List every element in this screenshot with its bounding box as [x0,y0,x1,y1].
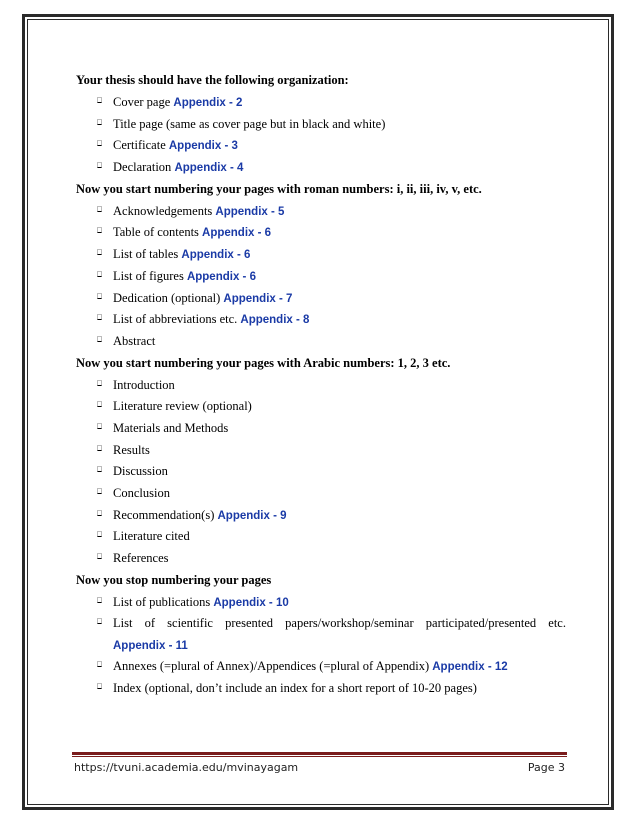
item-text: Literature review (optional) [113,399,252,414]
item-word: papers/workshop/seminar [285,616,414,631]
appendix-reference: Appendix - 7 [223,292,293,305]
item-text: Discussion [113,464,168,479]
list-item [76,94,566,116]
list-item [76,377,566,399]
item-text: Table of contents [113,225,199,240]
list-item [76,420,566,442]
item-text: Title page (same as cover page but in black and white) [113,116,386,131]
bullet-icon [97,683,102,689]
list-item [76,550,566,572]
item-text: Declaration [113,160,172,175]
item-text: List of tables [113,247,179,262]
bullet-icon [97,162,102,168]
bullet-icon [97,553,102,559]
item-text: Cover page [113,95,171,109]
list-item [76,507,566,529]
bullet-icon [97,119,102,125]
bullet-icon [97,401,102,407]
bullet-icon [97,206,102,212]
bullet-icon [97,336,102,342]
item-text: Materials and Methods [113,420,229,435]
item-text: Dedication (optional) [113,290,221,305]
page-footer [74,761,565,774]
footer-rule-thick [72,752,567,755]
list-item [76,224,566,246]
bullet-icon [97,227,102,233]
list-item [76,594,566,616]
item-text: References [113,551,169,566]
bullet-icon [97,314,102,320]
bullet-icon [97,597,102,603]
appendix-reference: Appendix - 8 [240,314,310,327]
list-item [76,246,566,268]
appendix-reference: Appendix - 5 [215,205,285,218]
item-word: participated/presented [425,616,537,631]
section-heading: Your thesis should have the following organization: [76,73,349,87]
list-item [76,311,566,333]
section-heading: Now you stop numbering your pages [76,572,272,587]
list-item [76,159,566,181]
list-item [76,268,566,290]
list-item [76,137,566,159]
item-word: List [113,616,133,631]
item-text: Index (optional, don’t include an index for a short report of 10-20 pages) [113,681,477,696]
bullet-icon [97,249,102,255]
page-number: Page 3 [527,761,565,774]
item-word: presented [225,616,274,631]
bullet-icon [97,423,102,429]
item-text: Introduction [113,377,175,392]
appendix-reference: Appendix - 6 [202,227,272,240]
appendix-reference: Appendix - 9 [217,509,287,522]
item-text: Abstract [113,333,156,348]
item-text: List of figures [113,268,184,283]
list-item [76,615,566,658]
bullet-icon [97,510,102,516]
section-heading: Now you start numbering your pages with Arabic numbers: 1, 2, 3 etc. [76,355,451,370]
item-text: Annexes (=plural of Annex)/Appendices (=plural of Appendix) [113,659,430,674]
appendix-reference: Appendix - 6 [181,249,251,262]
appendix-reference: Appendix - 12 [432,661,508,674]
item-text: Literature cited [113,529,190,544]
item-text: Conclusion [113,486,170,500]
bullet-icon [97,531,102,537]
list-item [76,203,566,225]
list-item [76,528,566,550]
item-word: of [144,616,156,631]
item-word: scientific [167,616,213,631]
list-item [76,398,566,420]
item-text: List of abbreviations etc. [113,312,238,327]
footer-rule-thin [72,756,567,757]
appendix-reference: Appendix - 2 [173,97,243,109]
appendix-reference: Appendix - 3 [168,140,238,153]
bullet-icon [97,445,102,451]
list-item [76,485,566,507]
section-heading: Now you start numbering your pages with roman numbers: i, ii, iii, iv, v, etc. [76,181,482,196]
bullet-icon [97,140,102,146]
list-item [76,680,566,702]
list-item [76,658,566,680]
appendix-reference: Appendix - 11 [113,640,188,653]
bullet-icon [97,661,102,667]
bullet-icon [97,618,102,624]
item-text: Results [113,442,150,457]
item-word: etc. [548,616,566,631]
bullet-icon [97,271,102,277]
thesis-organization-list [76,72,566,702]
item-text: Certificate [113,138,166,153]
appendix-reference: Appendix - 4 [174,162,244,175]
list-item [76,333,566,355]
bullet-icon [97,97,102,103]
bullet-icon [97,380,102,386]
item-text: List of publications [113,594,211,609]
list-item [76,463,566,485]
appendix-reference: Appendix - 6 [186,270,256,283]
list-item [76,442,566,464]
list-item [76,116,566,138]
appendix-reference: Appendix - 10 [213,596,289,609]
bullet-icon [97,466,102,472]
item-text: Recommendation(s) [113,507,215,522]
list-item [76,290,566,312]
footer-url: https://tvuni.academia.edu/mvinayagam [74,761,299,774]
item-text: Acknowledgements [113,203,213,218]
bullet-icon [97,488,102,494]
bullet-icon [97,293,102,299]
